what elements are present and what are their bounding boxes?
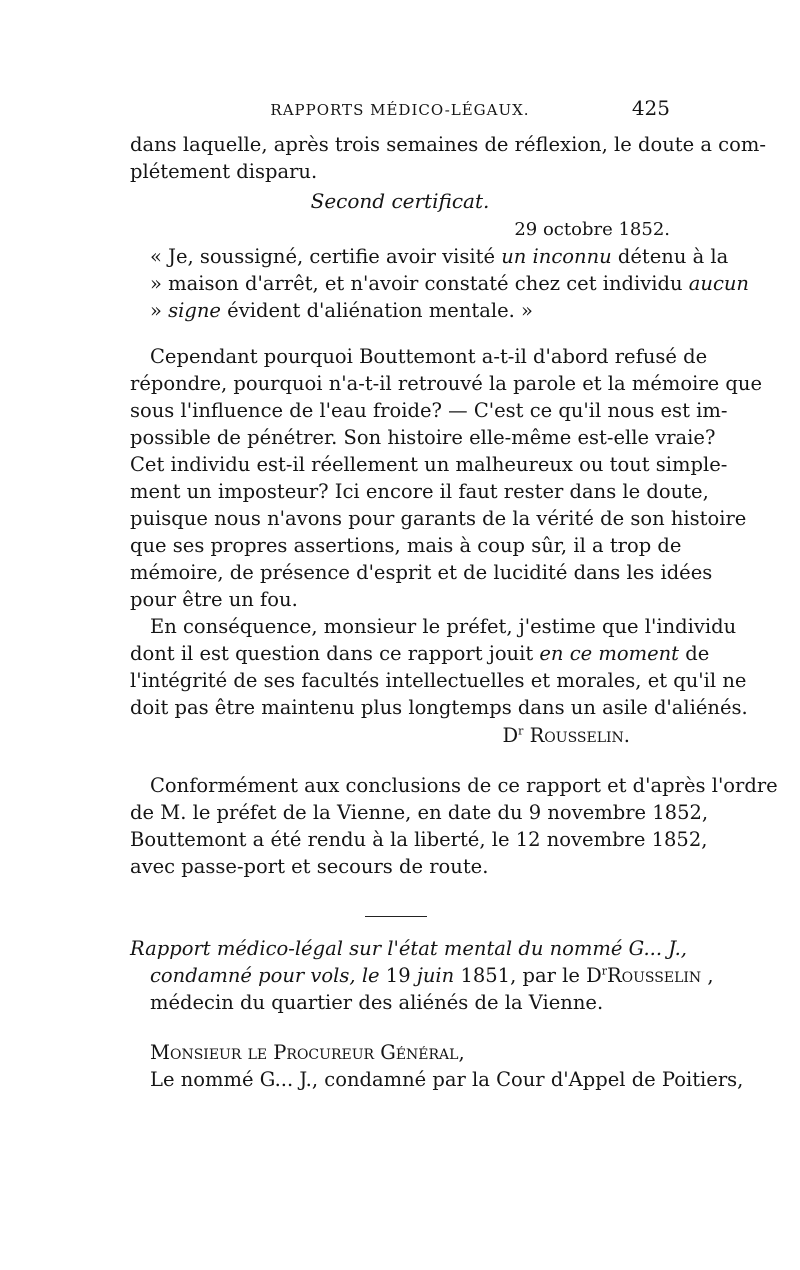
section-divider xyxy=(365,916,427,917)
text-line: Bouttemont a été rendu à la liberté, le 12 novembre 1852, xyxy=(130,828,708,851)
certificate-date: 29 octobre 1852. xyxy=(514,219,670,240)
salutation: Monsieur le Procureur Général, xyxy=(150,1041,465,1064)
signature: $D^r$ Rousselin. xyxy=(502,724,630,747)
text-line: Conformément aux conclusions de ce rapport et d'après l'ordre xyxy=(150,774,778,797)
report-title-line: médecin du quartier des aliénés de la Vienne. xyxy=(150,991,604,1014)
text-line: En conséquence, monsieur le préfet, j'estime que l'individu xyxy=(150,615,737,638)
report-title-line: Rapport médico-légal sur l'état mental du nommé G... J., xyxy=(130,937,687,960)
running-title: RAPPORTS MÉDICO-LÉGAUX. xyxy=(270,101,530,119)
page-number: 425 xyxy=(631,96,670,120)
report-title-line: condamné pour vols, le 19 juin 1851, par le $D^rRousselin$ , xyxy=(150,964,714,987)
text-line: possible de pénétrer. Son histoire elle-même est-elle vraie? xyxy=(130,426,716,449)
section-heading: Second certificat. xyxy=(310,189,490,213)
text-line: Cependant pourquoi Bouttemont a-t-il d'abord refusé de xyxy=(150,345,708,368)
text-line: « Je, soussigné, certifie avoir visité un inconnu détenu à la xyxy=(150,245,729,268)
text-line: » maison d'arrêt, et n'avoir constaté chez cet individu aucun xyxy=(150,272,749,295)
text-line: l'intégrité de ses facultés intellectuelles et morales, et qu'il ne xyxy=(130,669,747,692)
text-line: répondre, pourquoi n'a-t-il retrouvé la parole et la mémoire que xyxy=(130,372,762,395)
text-line: dont il est question dans ce rapport jouit en ce moment de xyxy=(130,642,710,665)
text-line: dans laquelle, après trois semaines de réflexion, le doute a com- xyxy=(130,133,766,156)
text-line: puisque nous n'avons pour garants de la vérité de son histoire xyxy=(130,507,747,530)
text-line: Cet individu est-il réellement un malheureux ou tout simple- xyxy=(130,453,728,476)
text-line: que ses propres assertions, mais à coup sûr, il a trop de xyxy=(130,534,682,557)
text-line: mémoire, de présence d'esprit et de lucidité dans les idées xyxy=(130,561,713,584)
text-line: sous l'influence de l'eau froide? — C'est ce qu'il nous est im- xyxy=(130,399,728,422)
text-line: plétement disparu. xyxy=(130,160,318,183)
text-line: doit pas être maintenu plus longtemps dans un asile d'aliénés. xyxy=(130,696,748,719)
text-line: pour être un fou. xyxy=(130,588,298,611)
text-line: avec passe-port et secours de route. xyxy=(130,855,489,878)
text-line: Le nommé G... J., condamné par la Cour d'Appel de Poitiers, xyxy=(150,1068,744,1091)
text-line: ment un imposteur? Ici encore il faut rester dans le doute, xyxy=(130,480,709,503)
text-line: » signe évident d'aliénation mentale. » xyxy=(150,299,533,322)
text-line: de M. le préfet de la Vienne, en date du 9 novembre 1852, xyxy=(130,801,709,824)
